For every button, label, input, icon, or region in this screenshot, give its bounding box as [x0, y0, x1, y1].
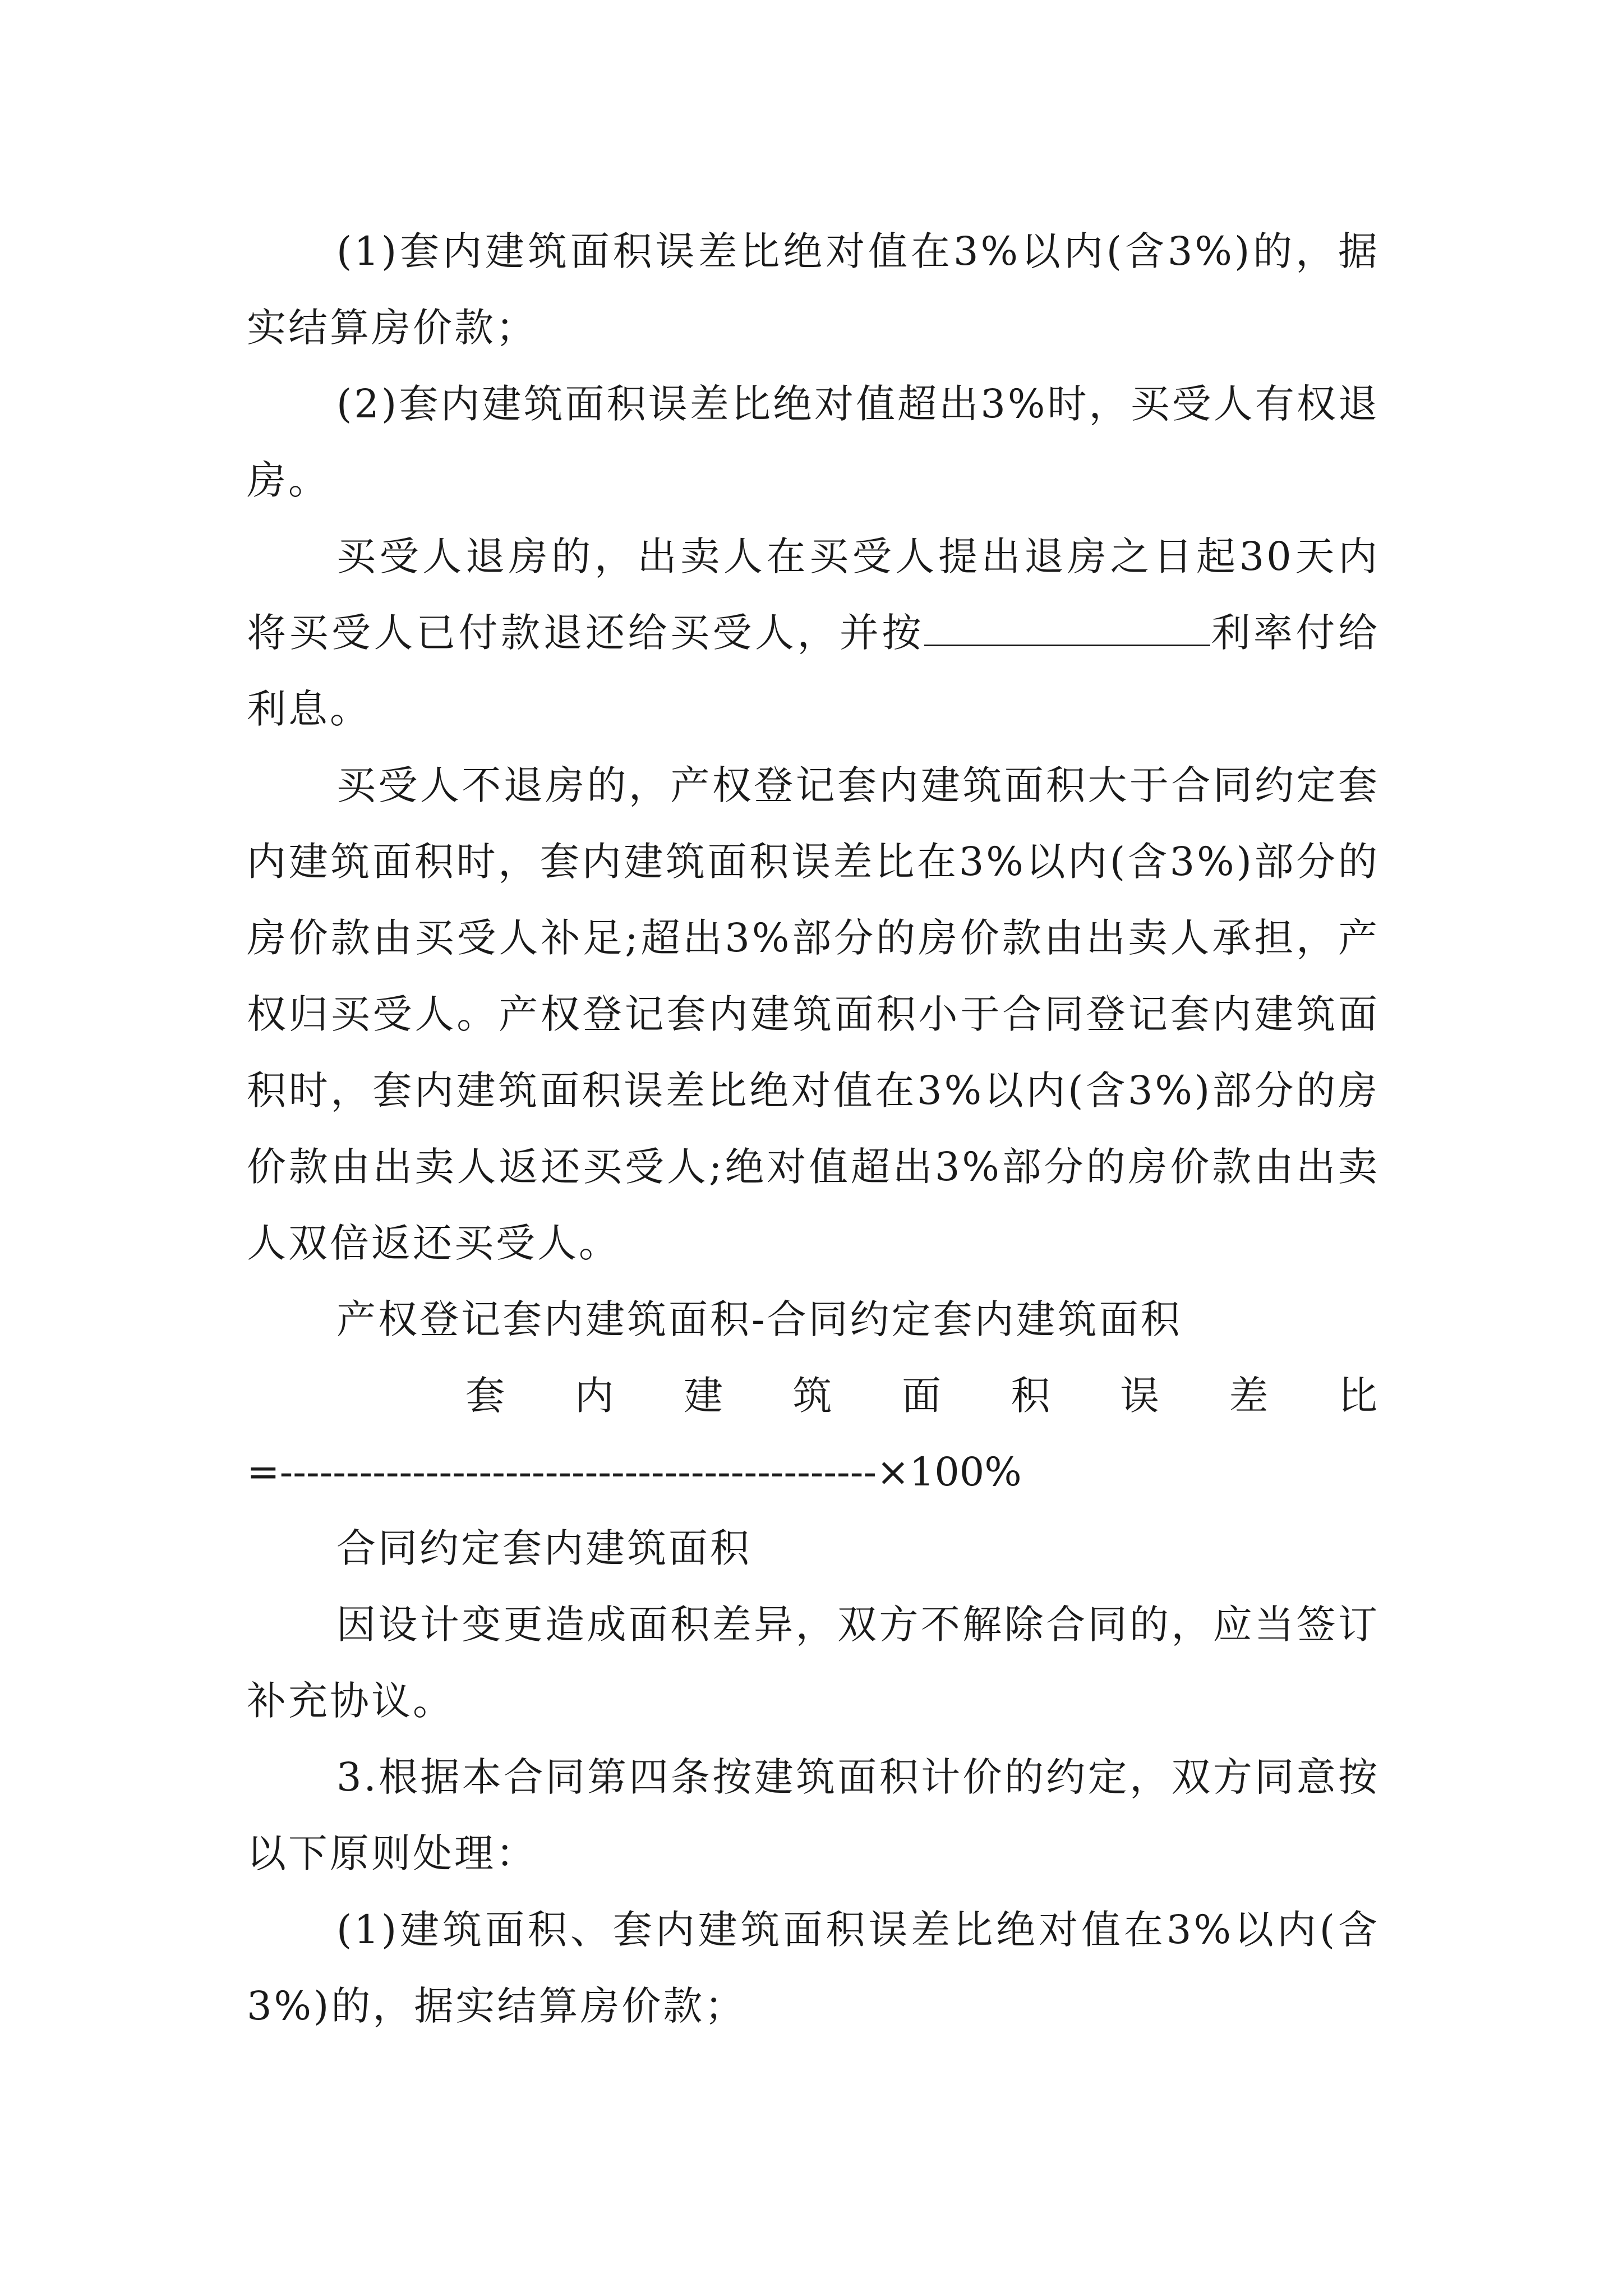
- formula-label-char: 筑: [792, 1373, 834, 1419]
- formula-denominator: 合同约定套内建筑面积: [336, 1525, 751, 1571]
- formula-label-char: 套: [465, 1373, 507, 1419]
- formula-label: [247, 1358, 1380, 1434]
- refund-text-before: 买受人退房的，出卖人在买受人提出退房之日起30天内将买受人已付款退还给买受人，并按: [247, 533, 1380, 656]
- paragraph-clause-3: 3.根据本合同第四条按建筑面积计价的约定，双方同意按以下原则处理：: [247, 1754, 1380, 1876]
- paragraph-refund: [247, 518, 1380, 747]
- formula-label-char: 误: [1120, 1373, 1161, 1419]
- formula-fraction-line: =---------------------------------------------×100%: [247, 1449, 1022, 1495]
- formula-label-char: 建: [684, 1373, 725, 1419]
- refund-text-after: 利率付给利息。: [247, 610, 1380, 732]
- interest-rate-blank: [924, 600, 1210, 646]
- formula-label-char: 比: [1338, 1373, 1380, 1419]
- paragraph-item-2: (2)套内建筑面积误差比绝对值超出3%时，买受人有权退房。: [247, 381, 1380, 503]
- formula-label-char: 差: [1229, 1373, 1271, 1419]
- error-ratio-formula: [247, 1281, 1380, 1586]
- paragraph-design-change: 因设计变更造成面积差异，双方不解除合同的，应当签订补充协议。: [247, 1602, 1380, 1724]
- formula-label-char: 内: [574, 1373, 616, 1419]
- paragraph-item-1: (1)套内建筑面积误差比绝对值在3%以内(含3%)的，据实结算房价款；: [247, 228, 1380, 351]
- formula-label-char: 面: [902, 1373, 943, 1419]
- paragraph-no-refund: 买受人不退房的，产权登记套内建筑面积大于合同约定套内建筑面积时，套内建筑面积误差比在3%以内(含3%)部分的房价款由买受人补足;超出3%部分的房价款由出卖人承担，产权归买受人。产权登记套内建筑面积小于合同登记套内建筑面积时，套内建筑面积误差比绝对值在3%以内(含3%)部分的房价款由出卖人返还买受人;绝对值超出3%部分的房价款由出卖人双倍返还买受人。: [247, 762, 1380, 1266]
- formula-numerator: 产权登记套内建筑面积-合同约定套内建筑面积: [336, 1296, 1182, 1342]
- formula-label-char: 积: [1011, 1373, 1053, 1419]
- document-body: [247, 213, 1380, 2044]
- paragraph-clause-3-item-1: (1)建筑面积、套内建筑面积误差比绝对值在3%以内(含3%)的，据实结算房价款；: [247, 1907, 1380, 2029]
